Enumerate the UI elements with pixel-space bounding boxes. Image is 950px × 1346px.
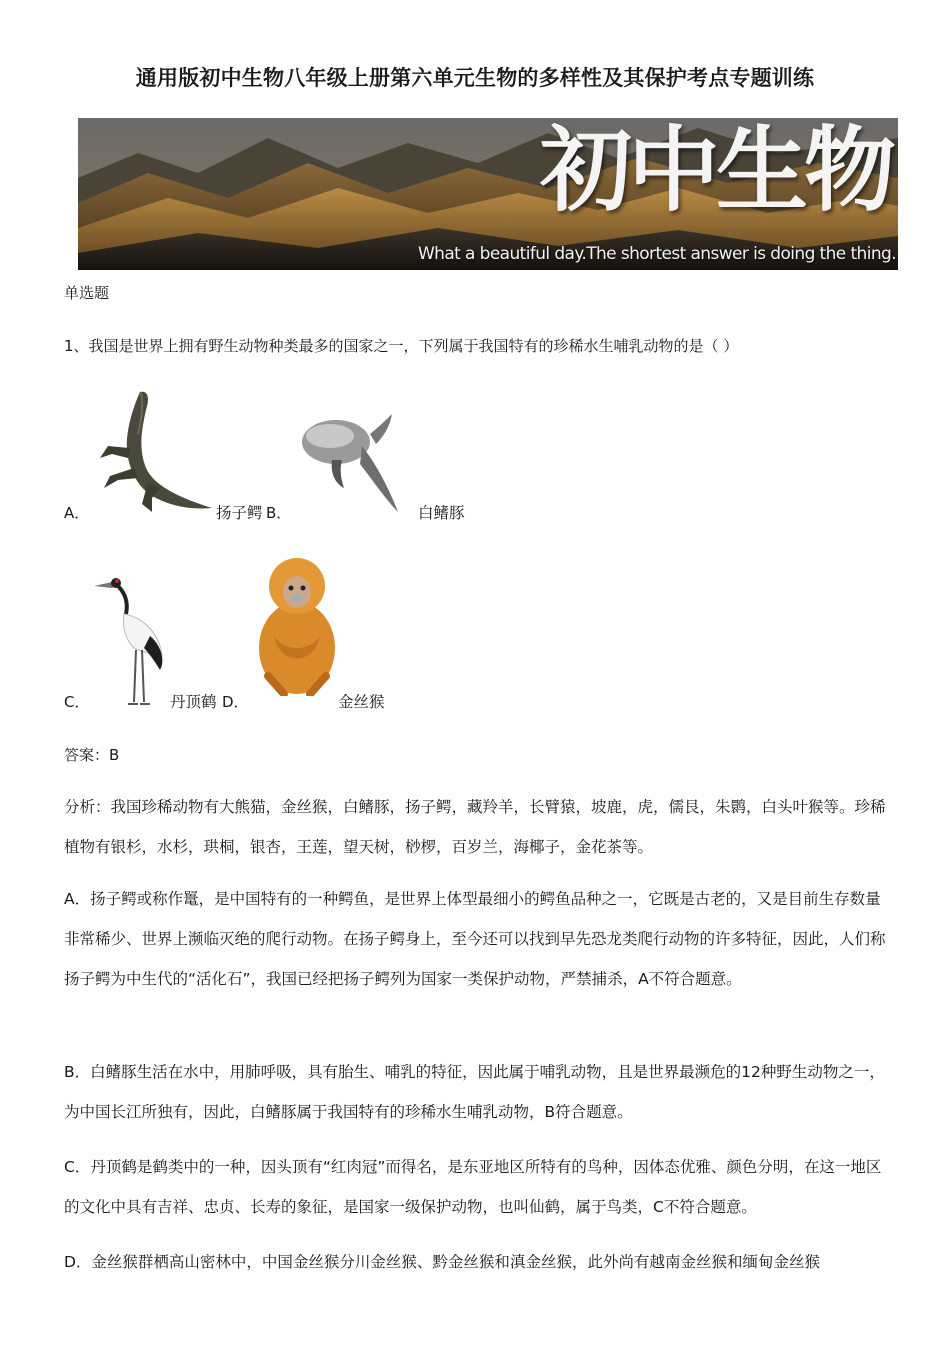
analysis-summary: 分析：我国珍稀动物有大熊猫，金丝猴，白鳍豚，扬子鳄，藏羚羊，长臂猿，坡鹿，虎，儒艮，朱鹮，白头叶猴等。珍稀植物有银杉，水杉，珙桐，银杏，王莲，望天树，桫椤，百岁兰，海椰子，金花茶等。 [64,798,886,856]
option-d-name: 金丝猴 [338,693,385,711]
dolphin-icon [296,412,406,516]
analysis-option-c: C．丹顶鹤是鹤类中的一种，因头顶有“红肉冠”而得名，是东亚地区所特有的鸟种，因体态优雅、颜色分明，在这一地区的文化中具有吉祥、忠贞、长寿的象征，是国家一级保护动物，也叫仙鹤，属于鸟类，C不符合题意。 [64,1158,882,1216]
option-c-name: 丹顶鹤 [170,693,217,711]
monkey-icon [254,556,340,696]
option-b-letter: B． [266,504,292,522]
section-label: 单选题 [64,284,110,302]
crocodile-icon [90,388,216,516]
analysis-option-d: D．金丝猴群栖高山密林中，中国金丝猴分川金丝猴、黔金丝猴和滇金丝猴，此外尚有越南金丝猴和缅甸金丝猴 [64,1253,820,1271]
banner-heading: 初中生物 [539,118,892,224]
banner-image [78,118,898,270]
option-d-letter: D． [222,693,249,711]
question-text: 1、我国是世界上拥有野生动物种类最多的国家之一，下列属于我国特有的珍稀水生哺乳动物的是（ ） [64,337,739,355]
analysis-option-a: A．扬子鳄或称作鼍，是中国特有的一种鳄鱼，是世界上体型最细小的鳄鱼品种之一，它既是古老的，又是目前生存数量非常稀少、世界上濒临灭绝的爬行动物。在扬子鳄身上，至今还可以找到早先恐龙类爬行动物的许多特征，因此，人们称扬子鳄为中生代的“活化石”，我国已经把扬子鳄列为国家一类保护动物，严禁捕杀，A不符合题意。 [64,890,886,988]
crane-icon [90,574,170,708]
page-title: 通用版初中生物八年级上册第六单元生物的多样性及其保护考点专题训练 [135,66,815,90]
option-a-name: 扬子鳄 [216,504,263,522]
answer-text: 答案：B [64,746,120,764]
option-c-letter: C． [64,693,90,711]
banner-slogan: What a beautiful day.The shortest answer is doing the thing. [417,244,896,264]
option-b-name: 白鳍豚 [418,504,465,522]
option-a-letter: A． [64,504,90,522]
analysis-option-b: B．白鳍豚生活在水中，用肺呼吸，具有胎生、哺乳的特征，因此属于哺乳动物，且是世界最濒危的12种野生动物之一，为中国长江所独有，因此，白鳍豚属于我国特有的珍稀水生哺乳动物，B符合题意。 [64,1063,885,1121]
